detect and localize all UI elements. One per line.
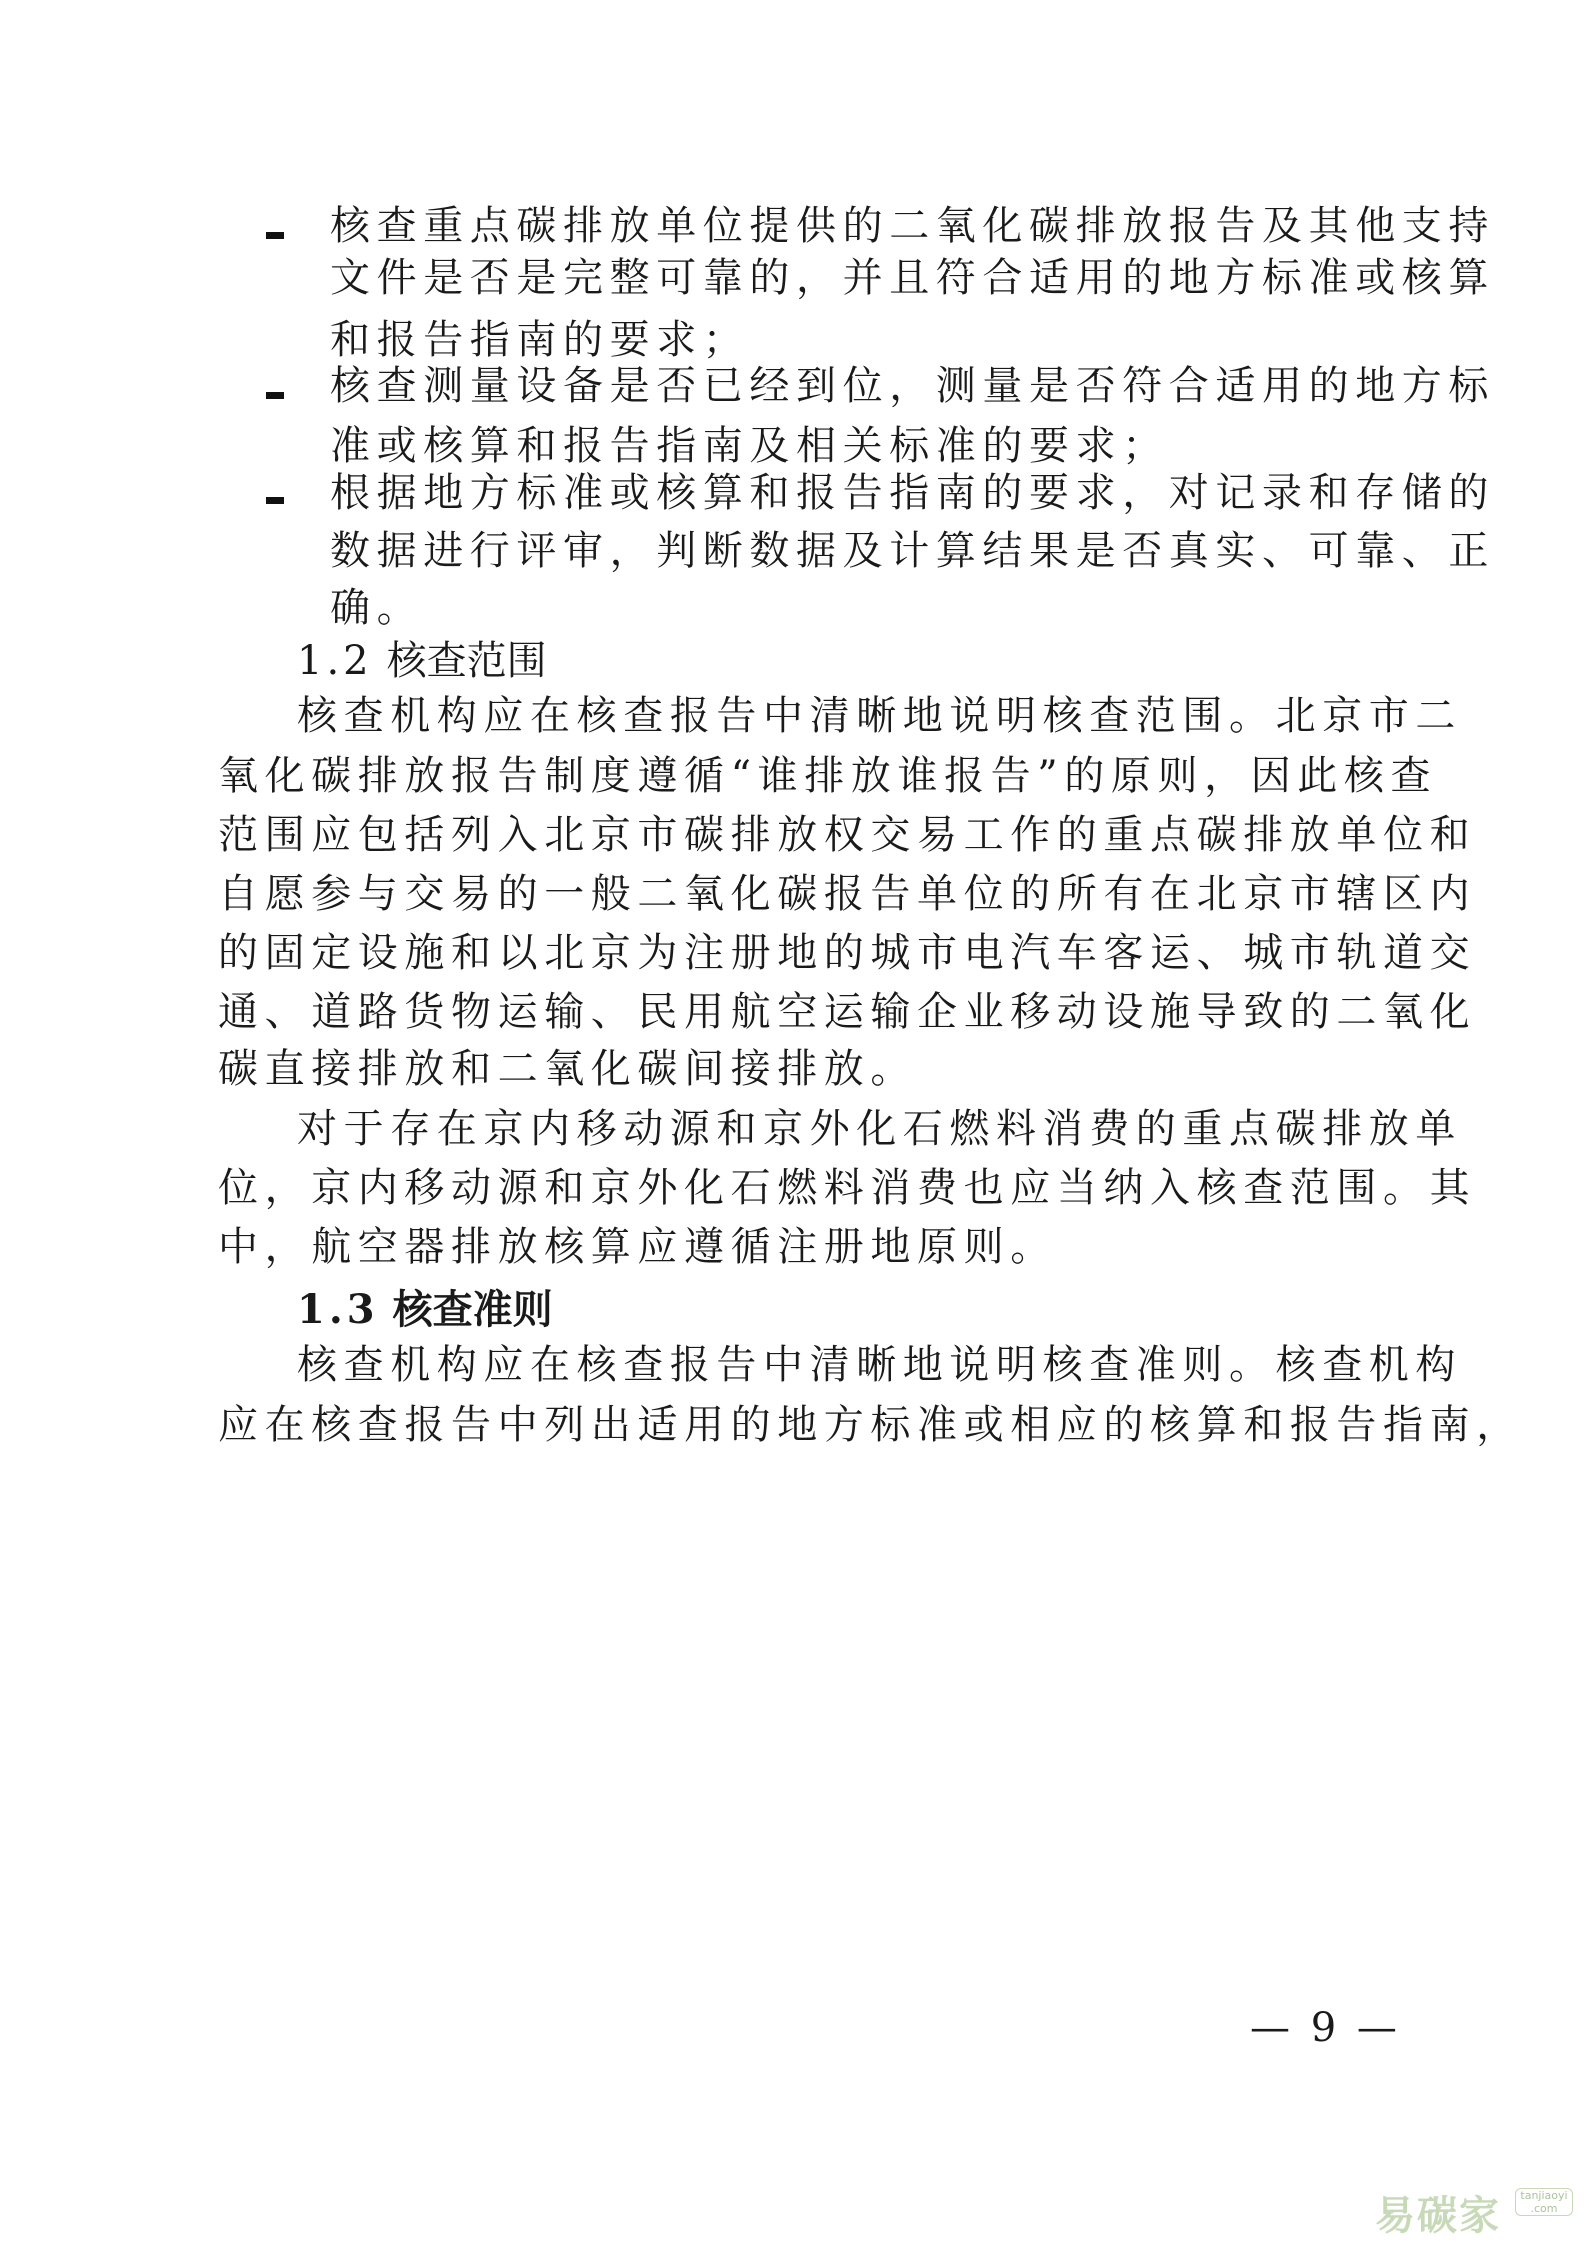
paragraph-line: 中，航空器排放核算应遵循注册地原则。 <box>218 1224 1057 1270</box>
paragraph-line: 的固定设施和以北京为注册地的城市电汽车客运、城市轨道交 <box>218 930 1477 976</box>
bullet-text-line: 核查测量设备是否已经到位，测量是否符合适用的地方标 <box>330 363 1495 409</box>
paragraph-line: 核查机构应在核查报告中清晰地说明核查准则。核查机构 <box>297 1342 1462 1388</box>
bullet-text-line: 核查重点碳排放单位提供的二氧化碳排放报告及其他支持 <box>330 203 1495 249</box>
paragraph-line: 通、道路货物运输、民用航空运输企业移动设施导致的二氧化 <box>218 989 1477 1035</box>
section-heading <box>297 1286 553 1333</box>
watermark-logo <box>1375 2180 1575 2240</box>
bullet-marker <box>266 497 284 504</box>
bullet-marker <box>266 232 284 239</box>
paragraph-line: 核查机构应在核查报告中清晰地说明核查范围。北京市二 <box>297 693 1462 739</box>
bullet-marker <box>266 392 284 399</box>
page-number: — 9 — <box>1250 2005 1401 2051</box>
watermark-domain-line: tanjiaoyi <box>1520 2189 1568 2202</box>
section-heading <box>297 638 547 684</box>
section-title: 核查准则 <box>392 1286 553 1333</box>
bullet-text-line: 数据进行评审，判断数据及计算结果是否真实、可靠、正 <box>330 528 1495 574</box>
paragraph-line: 对于存在京内移动源和京外化石燃料消费的重点碳排放单 <box>297 1106 1462 1152</box>
paragraph-line: 碳直接排放和二氧化碳间接排放。 <box>218 1046 917 1092</box>
paragraph-line: 范围应包括列入北京市碳排放权交易工作的重点碳排放单位和 <box>218 812 1477 858</box>
bullet-text-line: 准或核算和报告指南及相关标准的要求； <box>330 423 1169 469</box>
section-number: 1.2 <box>297 638 373 684</box>
paragraph-line: 氧化碳排放报告制度遵循“谁排放谁报告”的原则，因此核查 <box>218 753 1438 799</box>
bullet-text-line: 确。 <box>330 585 424 631</box>
paragraph-line: 自愿参与交易的一般二氧化碳报告单位的所有在北京市辖区内 <box>218 871 1477 917</box>
bullet-text-line: 和报告指南的要求； <box>330 317 750 363</box>
bullet-text-line: 文件是否是完整可靠的，并且符合适用的地方标准或核算 <box>330 255 1495 301</box>
bullet-text-line: 根据地方标准或核算和报告指南的要求，对记录和存储的 <box>330 470 1495 516</box>
section-number: 1.3 <box>297 1286 379 1333</box>
watermark-brand: 易碳家 <box>1375 2193 1501 2239</box>
section-title: 核查范围 <box>386 638 547 684</box>
watermark-domain-line: .com <box>1530 2202 1558 2215</box>
paragraph-line: 应在核查报告中列出适用的地方标准或相应的核算和报告指南， <box>218 1402 1523 1448</box>
paragraph-line: 位，京内移动源和京外化石燃料消费也应当纳入核查范围。其 <box>218 1165 1477 1211</box>
watermark-domain <box>1515 2188 1573 2216</box>
